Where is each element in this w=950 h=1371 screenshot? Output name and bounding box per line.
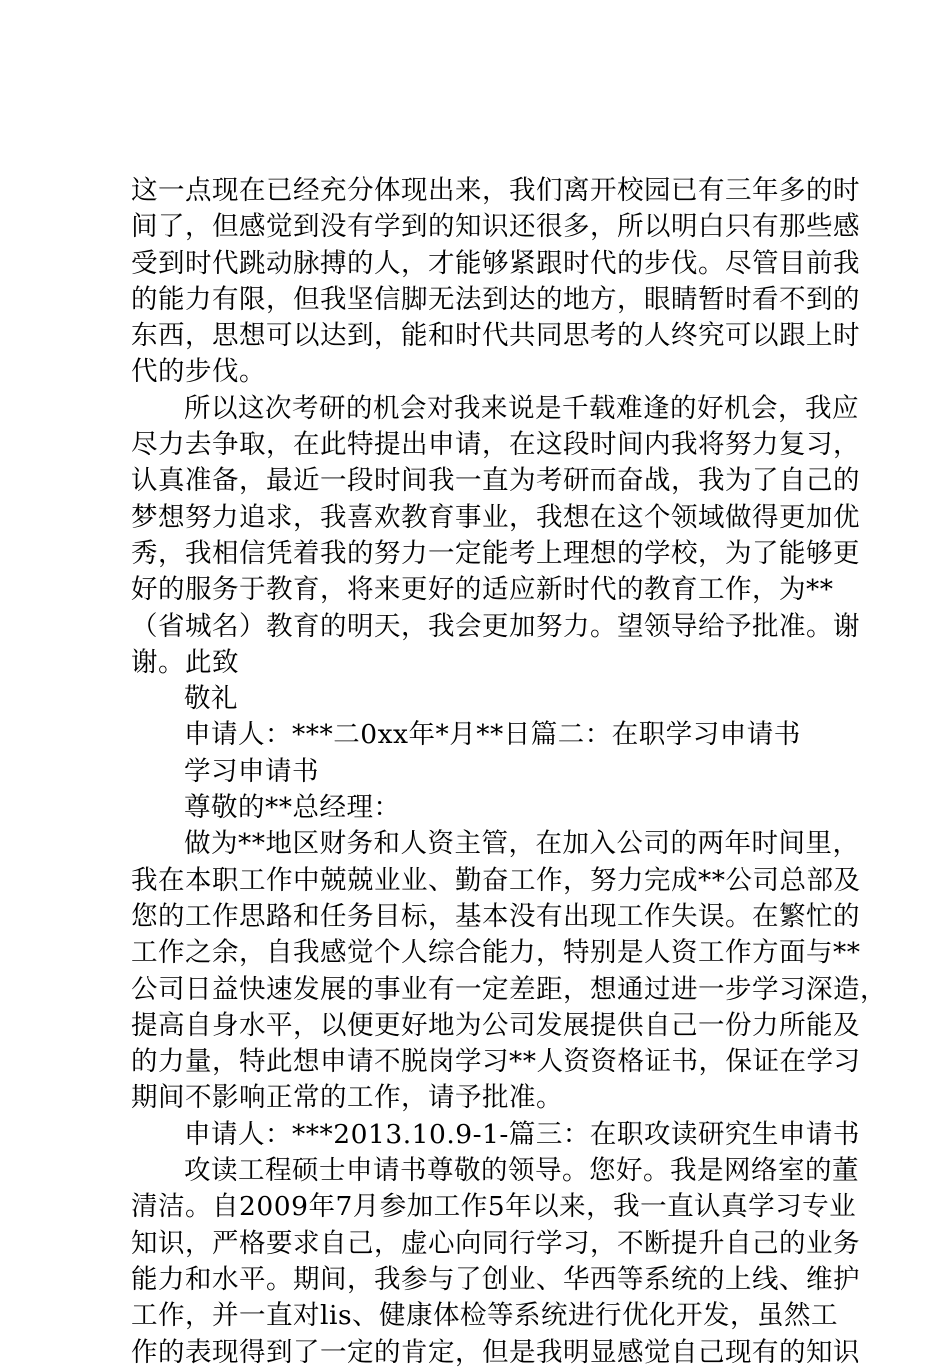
text-line: 公司日益快速发展的事业有一定差距，想通过进一步学习深造， (131, 973, 887, 1005)
text-line: 申请人：***2013.10.9-1-篇三：在职攻读研究生申请书 (184, 1118, 860, 1150)
text-line: 工作之余，自我感觉个人综合能力，特别是人资工作方面与** (131, 937, 861, 969)
text-line: 做为**地区财务和人资主管，在加入公司的两年时间里， (184, 828, 860, 860)
text-line: 敬礼 (184, 683, 238, 715)
text-line: 谢。此致 (131, 646, 239, 678)
text-line: 受到时代跳动脉搏的人，才能够紧跟时代的步伐。尽管目前我 (131, 247, 860, 279)
text-line: 这一点现在已经充分体现出来，我们离开校园已有三年多的时 (131, 175, 860, 206)
text-line: 能力和水平。期间，我参与了创业、华西等系统的上线、维护 (131, 1263, 860, 1295)
text-line: 间了，但感觉到没有学到的知识还很多，所以明白只有那些感 (131, 211, 860, 243)
text-line: 的力量，特此想申请不脱岗学习**人资资格证书，保证在学习 (131, 1046, 861, 1078)
text-line: 工作，并一直对lis、健康体检等系统进行优化开发，虽然工 (131, 1300, 839, 1332)
text-line: 代的步伐。 (131, 356, 266, 388)
text-line: 申请人：***二0xx年*月**日篇二：在职学习申请书 (184, 719, 801, 751)
text-line: 作的表现得到了一定的肯定，但是我明显感觉自己现有的知识 (131, 1336, 860, 1368)
text-line: （省城名）教育的明天，我会更加努力。望领导给予批准。谢 (131, 610, 860, 642)
text-line: 好的服务于教育，将来更好的适应新时代的教育工作，为** (131, 574, 834, 606)
text-line: 提高自身水平，以便更好地为公司发展提供自己一份力所能及 (131, 1009, 860, 1041)
text-line: 学习申请书 (184, 755, 319, 787)
text-line: 攻读工程硕士申请书尊敬的领导。您好。我是网络室的董 (184, 1155, 859, 1187)
text-line: 期间不影响正常的工作，请予批准。 (131, 1082, 563, 1114)
text-line: 所以这次考研的机会对我来说是千载难逢的好机会，我应 (184, 392, 859, 424)
text-line: 尽力去争取，在此特提出申请，在这段时间内我将努力复习， (131, 429, 860, 461)
text-line: 知识，严格要求自己，虚心向同行学习，不断提升自己的业务 (131, 1227, 860, 1259)
text-line: 尊敬的**总经理： (184, 792, 401, 824)
text-line: 秀，我相信凭着我的努力一定能考上理想的学校，为了能够更 (131, 537, 860, 569)
document-body (131, 173, 887, 1371)
text-line: 认真准备，最近一段时间我一直为考研而奋战，我为了自己的 (131, 465, 860, 497)
text-line: 的能力有限，但我坚信脚无法到达的地方，眼睛暂时看不到的 (131, 283, 860, 315)
text-line: 清洁。自2009年7月参加工作5年以来，我一直认真学习专业 (131, 1191, 857, 1223)
text-line: 我在本职工作中兢兢业业、勤奋工作，努力完成**公司总部及 (131, 864, 861, 896)
text-line: 东西，思想可以达到，能和时代共同思考的人终究可以跟上时 (131, 320, 860, 352)
text-line: 梦想努力追求，我喜欢教育事业，我想在这个领域做得更加优 (131, 501, 860, 533)
text-line: 您的工作思路和任务目标，基本没有出现工作失误。在繁忙的 (131, 900, 860, 932)
